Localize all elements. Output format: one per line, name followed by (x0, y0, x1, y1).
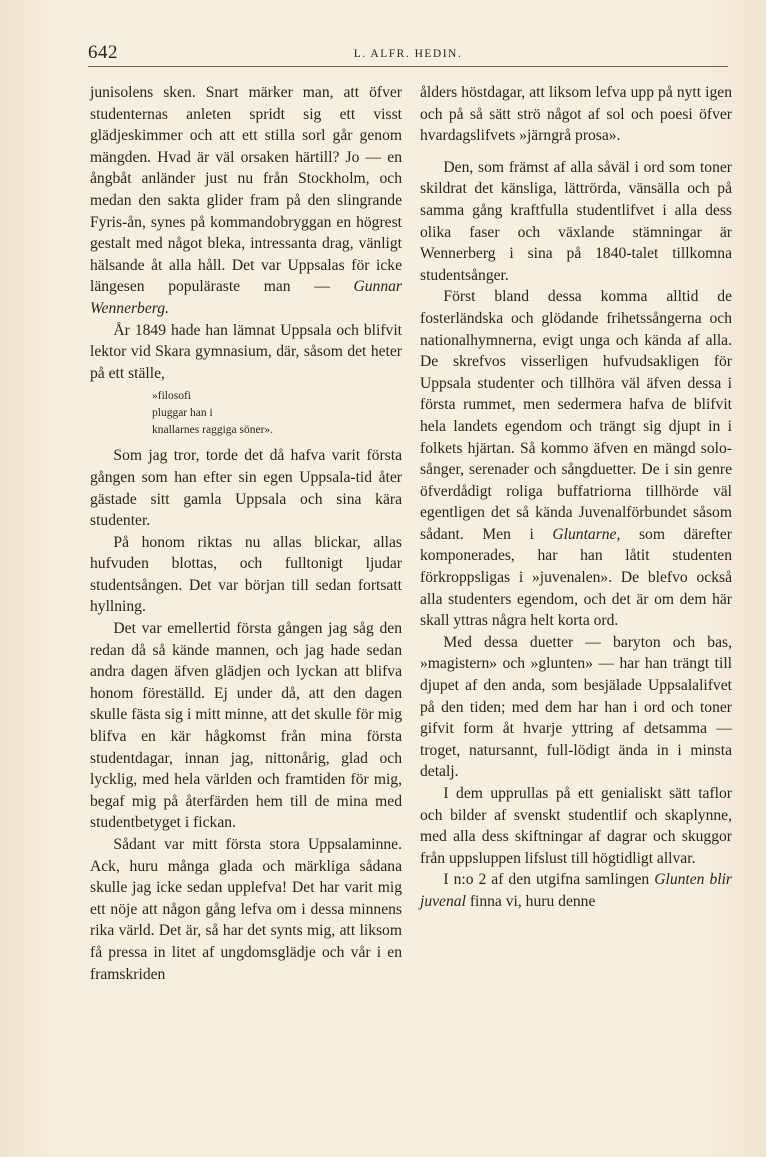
paragraph: På honom riktas nu allas blickar, allas hufvuden blottas, och fulltonigt ljudar studentsången. Det var början till sedan fortsatt hyllning. (90, 533, 402, 616)
right-column (420, 82, 732, 913)
paragraph (420, 286, 732, 632)
paragraph-text: finna vi, huru denne (469, 892, 596, 910)
page-header (88, 42, 728, 68)
work-title: Gluntarne, (552, 525, 621, 543)
verse-quote (152, 388, 402, 439)
running-head: L. ALFR. HEDIN. (353, 48, 463, 60)
paragraph: Den, som främst af alla såväl i ord som toner skildrat det känsliga, lättrörda, vänsälla och på samma gång kraftfulla studentlifvet i alla dess olika faser och växlande stämningar är Wennerberg i sina på 1840-talet tillkomna studentsånger. (420, 158, 732, 284)
header-rule (88, 66, 728, 67)
paragraph: Sådant var mitt första stora Uppsalaminne. Ack, huru många glada och märkliga sådana skulle jag icke sedan upplefva! Det har varit mig ett nöje att någon gång lefva om i dessa minnens rika värld. Det är, så har det synts mig, att liksom få pressa in litet af ungdomsglädje och vår i en framskriden (90, 836, 402, 983)
paragraph: Det var emellertid första gången jag såg den redan då så kände mannen, och jag hade sedan andra dagen äfven glädjen och lyckan att blifva honom föreställd. Ej under då, att den dagen skulle fästa sig i mitt minne, att det skulle för mig blifva en kär hågkomst från mina första studentdagar, innan jag, nittonårig, glad och lycklig, med hela världen och framtiden för mig, begaf mig på återfärden hem till de mina med studentbetyget i fickan. (90, 620, 402, 832)
paragraph-text: som därefter komponerades, har han låtit studenten förkroppsligas i »juvenalen». De blefvo också alla studenters egendom, och det är om dem här skall yttras några helt korta ord. (420, 525, 733, 630)
paragraph-text: I n:o 2 af den utgifna samlingen (443, 871, 650, 889)
verse-line: »filosofi (152, 390, 191, 403)
author-name: Gunnar Wennerberg. (90, 278, 402, 317)
page-number: 642 (88, 42, 118, 63)
paragraph-text: Först bland dessa komma alltid de fosterländska och glödande frihetssångerna och nationalhymnerna, evigt unga och kända af alla. De skrefvos visserligen hufvudsakligen för Uppsala studenter och tillhöra väl äfven dessa i första rummet, men sedermera hafva de blifvit hela landets egendom och trängt sig djupt in i folkets hjärtan. Så kommo äfven en mängd solo-sånger, serenader och sångduetter. De i sin genre öfverdådigt roliga buffatriorna tillhörde väl egentligen det så kända Juvenalförbundet såsom sådant. Men i (420, 288, 732, 543)
paragraph: Med dessa duetter — baryton och bas, »magistern» och »glunten» — har han trängt till djupet af den anda, som besjälade Uppsalalifvet på den tiden; med dem har han i ord och toner gifvit form åt hvarje yttring af detsamma — troget, natursannt, full-lödigt ända in i minsta detalj. (420, 633, 732, 781)
paragraph: Som jag tror, torde det då hafva varit första gången som han efter sin egen Uppsala-tid åter gästade sitt gamla Uppsala och sina kära studenter. (90, 447, 402, 530)
verse-line: pluggar han i (152, 407, 213, 420)
paragraph (90, 82, 402, 320)
left-column (90, 82, 402, 985)
paragraph-text: junisolens sken. Snart märker man, att öfver studenternas anleten spridt sig ett visst glädjeskimmer och att ett stilla sorl går genom mängden. Hvad är väl orsaken härtill? Jo — en ångbåt anländer just nu från Stockholm, och medan den sakta glider fram på den slingrande Fyris-ån, synes på kommandobryggan en högrest gestalt med något bleka, intressanta drag, vänligt hälsande åt alla håll. Det var Uppsalas för icke längesen populäraste man — (90, 84, 402, 296)
verse-line: knallarnes raggiga söner». (152, 424, 274, 437)
paragraph (420, 869, 732, 912)
paragraph: I dem upprullas på ett genialiskt sätt taflor och bilder af svenskt studentlif och skaplynne, med alla dess skiftningar af dagrar och skuggor från uppsluppen lifslust till högtidligt allvar. (420, 785, 732, 867)
paragraph: ålders höstdagar, att liksom lefva upp på nytt igen och på så sätt strö något af sol och poesi öfver hvardagslifvets »järngrå prosa». (420, 84, 732, 145)
paragraph: År 1849 hade han lämnat Uppsala och blifvit lektor vid Skara gymnasium, där, såsom det heter på ett ställe, (90, 321, 402, 382)
work-title: Glunten blir juvenal (420, 871, 733, 910)
